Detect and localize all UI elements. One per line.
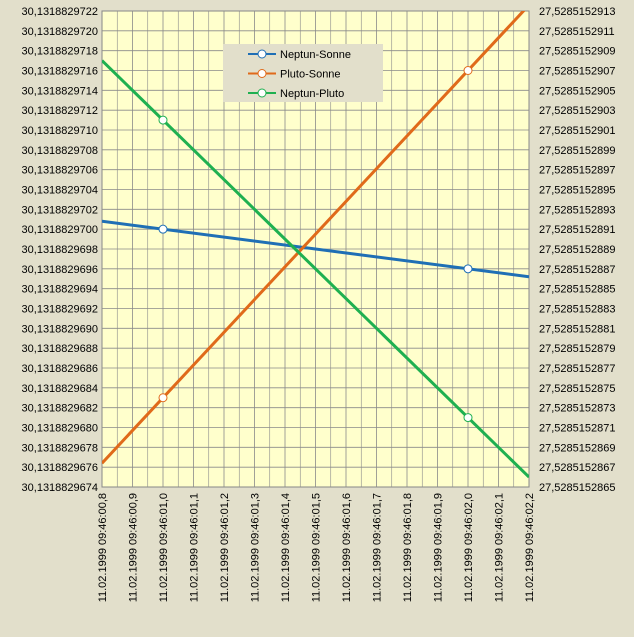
right-y-tick-label: 27,5285152875 bbox=[539, 382, 616, 395]
left-y-tick-label: 30,1318829712 bbox=[21, 105, 98, 118]
x-tick-label: 11.02.1999 09:46:01,9 bbox=[432, 493, 445, 603]
left-y-tick-label: 30,1318829674 bbox=[21, 482, 98, 494]
right-y-tick-label: 27,5285152911 bbox=[539, 25, 615, 38]
left-y-tick-label: 30,1318829706 bbox=[21, 164, 98, 177]
left-y-tick-label: 30,1318829684 bbox=[21, 382, 98, 395]
right-y-tick-label: 27,5285152879 bbox=[539, 343, 616, 356]
x-tick-label: 11.02.1999 09:46:02,2 bbox=[524, 493, 536, 603]
series-point-pluto-sonne bbox=[159, 394, 167, 402]
left-y-tick-label: 30,1318829708 bbox=[21, 144, 98, 157]
legend-label-neptun-pluto: Neptun-Pluto bbox=[280, 88, 345, 100]
left-y-tick-label: 30,1318829700 bbox=[21, 224, 98, 237]
right-y-tick-label: 27,5285152893 bbox=[539, 204, 616, 217]
series-point-neptun-sonne bbox=[464, 265, 472, 273]
right-y-tick-label: 27,5285152865 bbox=[539, 482, 616, 494]
right-y-tick-label: 27,5285152895 bbox=[539, 184, 616, 197]
legend-label-pluto-sonne: Pluto-Sonne bbox=[280, 68, 341, 81]
left-y-tick-label: 30,1318829686 bbox=[21, 363, 98, 375]
right-y-tick-label: 27,5285152891 bbox=[539, 224, 616, 237]
right-y-tick-label: 27,5285152899 bbox=[539, 144, 616, 157]
legend-marker-neptun-sonne bbox=[258, 50, 266, 58]
left-y-tick-label: 30,1318829682 bbox=[21, 402, 98, 415]
x-tick-label: 11.02.1999 09:46:01,6 bbox=[341, 493, 353, 603]
left-y-tick-label: 30,1318829698 bbox=[21, 244, 98, 256]
right-y-tick-label: 27,5285152877 bbox=[539, 363, 616, 375]
left-y-tick-label: 30,1318829690 bbox=[21, 323, 98, 336]
x-tick-label: 11.02.1999 09:46:02,1 bbox=[493, 493, 506, 603]
x-axis bbox=[97, 493, 536, 602]
series-point-neptun-pluto bbox=[159, 116, 167, 124]
left-y-tick-label: 30,1318829678 bbox=[21, 442, 98, 455]
right-y-tick-label: 27,5285152913 bbox=[539, 6, 616, 18]
left-y-tick-label: 30,1318829718 bbox=[21, 45, 98, 58]
left-y-tick-label: 30,1318829676 bbox=[21, 462, 98, 475]
right-y-tick-label: 27,5285152897 bbox=[539, 164, 616, 177]
series-point-neptun-pluto bbox=[464, 414, 472, 422]
right-y-tick-label: 27,5285152883 bbox=[539, 303, 616, 316]
right-y-tick-label: 27,5285152885 bbox=[539, 283, 616, 296]
left-y-tick-label: 30,1318829722 bbox=[21, 6, 98, 18]
right-y-tick-label: 27,5285152889 bbox=[539, 244, 616, 256]
left-y-tick-label: 30,1318829714 bbox=[21, 85, 98, 98]
legend-marker-neptun-pluto bbox=[258, 89, 266, 97]
right-y-tick-label: 27,5285152901 bbox=[539, 125, 616, 137]
right-y-tick-label: 27,5285152887 bbox=[539, 263, 616, 276]
right-y-tick-label: 27,5285152869 bbox=[539, 442, 616, 455]
x-tick-label: 11.02.1999 09:46:00,8 bbox=[97, 493, 109, 603]
right-y-tick-label: 27,5285152881 bbox=[539, 323, 616, 336]
left-y-tick-label: 30,1318829694 bbox=[21, 283, 98, 296]
x-tick-label: 11.02.1999 09:46:01,1 bbox=[188, 493, 201, 603]
left-y-tick-label: 30,1318829696 bbox=[21, 263, 98, 276]
x-tick-label: 11.02.1999 09:46:01,7 bbox=[371, 493, 384, 603]
series-point-neptun-sonne bbox=[159, 225, 167, 233]
left-y-tick-label: 30,1318829704 bbox=[21, 184, 98, 197]
right-y-tick-label: 27,5285152909 bbox=[539, 45, 616, 58]
x-tick-label: 11.02.1999 09:46:01,8 bbox=[402, 493, 414, 603]
left-y-tick-label: 30,1318829702 bbox=[21, 204, 98, 217]
right-y-tick-label: 27,5285152905 bbox=[539, 85, 616, 98]
right-y-tick-label: 27,5285152907 bbox=[539, 65, 616, 78]
legend-marker-pluto-sonne bbox=[258, 70, 266, 78]
series-point-pluto-sonne bbox=[464, 67, 472, 75]
left-y-tick-label: 30,1318829710 bbox=[21, 125, 98, 137]
x-tick-label: 11.02.1999 09:46:01,0 bbox=[158, 493, 170, 603]
legend[interactable] bbox=[223, 44, 383, 102]
right-y-tick-label: 27,5285152903 bbox=[539, 105, 616, 118]
x-tick-label: 11.02.1999 09:46:01,3 bbox=[249, 493, 262, 603]
left-y-tick-label: 30,1318829692 bbox=[21, 303, 98, 316]
left-y-tick-label: 30,1318829716 bbox=[21, 65, 98, 78]
legend-label-neptun-sonne: Neptun-Sonne bbox=[280, 49, 351, 61]
right-y-tick-label: 27,5285152873 bbox=[539, 402, 616, 415]
legend-items bbox=[248, 49, 351, 100]
left-y-tick-label: 30,1318829688 bbox=[21, 343, 98, 356]
left-y-tick-label: 30,1318829720 bbox=[21, 25, 98, 38]
x-tick-label: 11.02.1999 09:46:01,5 bbox=[310, 493, 323, 603]
x-tick-label: 11.02.1999 09:46:00,9 bbox=[127, 493, 140, 603]
x-tick-label: 11.02.1999 09:46:01,2 bbox=[219, 493, 231, 603]
x-tick-label: 11.02.1999 09:46:02,0 bbox=[463, 493, 475, 603]
right-y-tick-label: 27,5285152871 bbox=[539, 422, 616, 435]
x-tick-label: 11.02.1999 09:46:01,4 bbox=[280, 493, 292, 603]
left-y-tick-label: 30,1318829680 bbox=[21, 422, 98, 435]
right-y-tick-label: 27,5285152867 bbox=[539, 462, 616, 475]
